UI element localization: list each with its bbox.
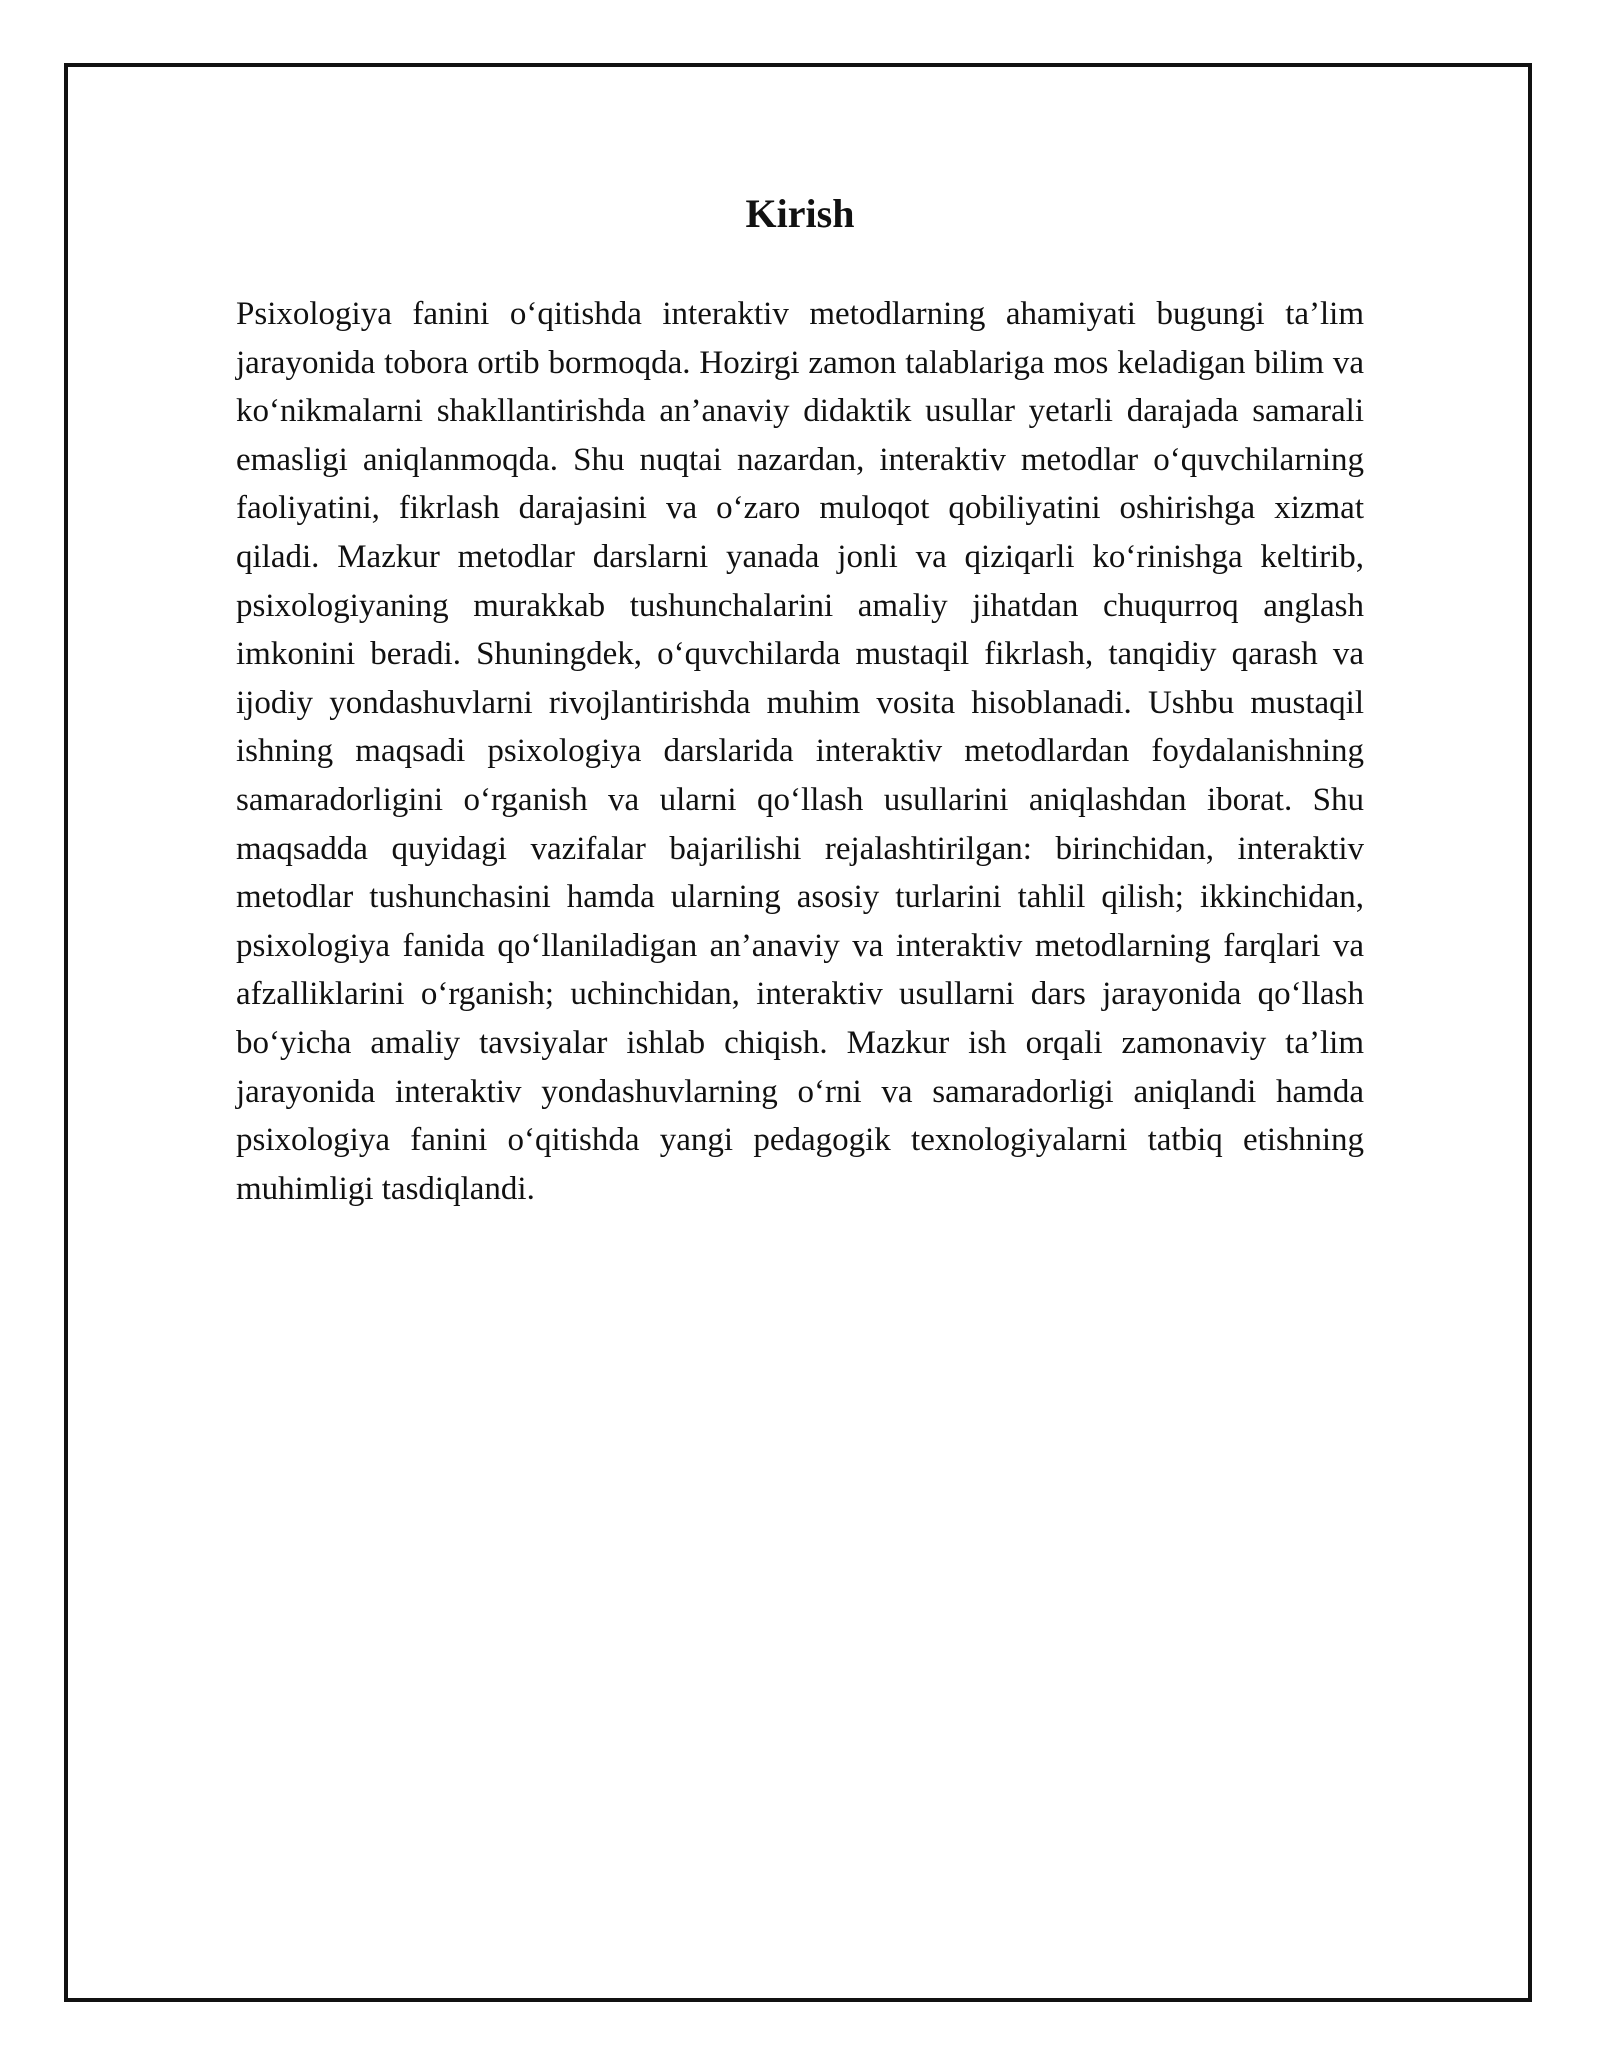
page-title: Kirish (745, 191, 855, 236)
body-paragraph: Psixologiya fanini o‘qitishda interaktiv metodlarning ahamiyati bugungi ta’lim jarayonida tobora ortib bormoqda. Hozirgi zamon talablariga mos keladigan bilim va ko‘nikmalarni shakllantirishda an’anaviy didaktik usullar yetarli darajada samarali emasligi aniqlanmoqda. Shu nuqtai nazardan, interaktiv metodlar o‘quvchilarning faoliyatini, fikrlash darajasini va o‘zaro muloqot qobiliyatini oshirishga xizmat qiladi. Mazkur metodlar darslarni yanada jonli va qiziqarli ko‘rinishga keltirib, psixologiyaning murakkab tushunchalarini amaliy jihatdan chuqurroq anglash imkonini beradi. Shuningdek, o‘quvchilarda mustaqil fikrlash, tanqidiy qarash va ijodiy yondashuvlarni rivojlantirishda muhim vosita hisoblanadi. Ushbu mustaqil ishning maqsadi psixologiya darslarida interaktiv metodlardan foydalanishning samaradorligini o‘rganish va ularni qo‘llash usullarini aniqlashdan iborat. Shu maqsadda quyidagi vazifalar bajarilishi rejalashtirilgan: birinchidan, interaktiv metodlar tushunchasini hamda ularning asosiy turlarini tahlil qilish; ikkinchidan, psixologiya fanida qo‘llaniladigan an’anaviy va interaktiv metodlarning farqlari va afzalliklarini o‘rganish; uchinchidan, interaktiv usullarni dars jarayonida qo‘llash bo‘yicha amaliy tavsiyalar ishlab chiqish. Mazkur ish orqali zamonaviy ta’lim jarayonida interaktiv yondashuvlarning o‘rni va samaradorligi aniqlandi hamda psixologiya fanini o‘qitishda yangi pedagogik texnologiyalarni tatbiq etishning muhimligi tasdiqlandi. (236, 296, 1364, 1207)
